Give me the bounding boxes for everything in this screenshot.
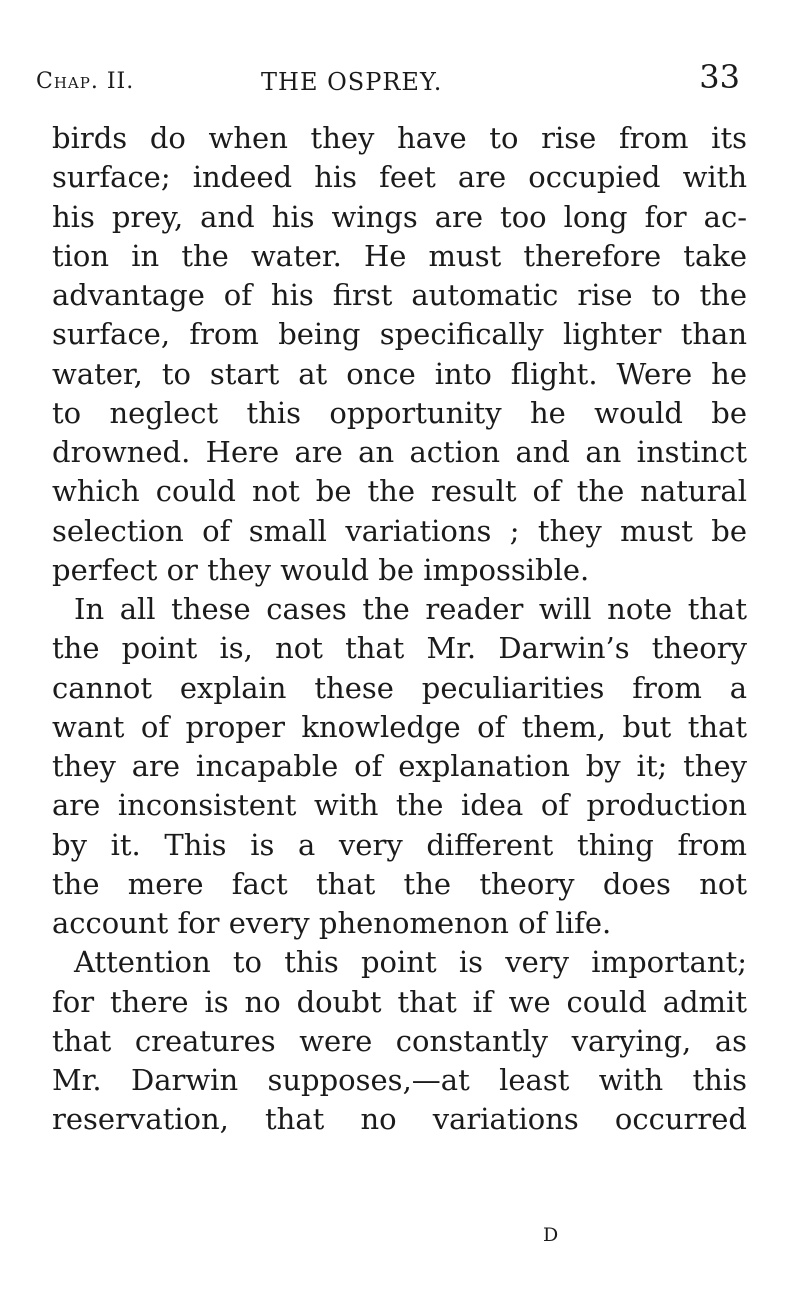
text-line: his prey, and his wings are too long for ac- xyxy=(52,199,747,234)
text-line: advantage of his first automatic rise to the xyxy=(52,278,747,312)
text-line: perfect or they would be impossible. xyxy=(52,552,590,587)
text-line: the mere fact that the theory does not xyxy=(52,866,747,901)
text-line: which could not be the result of the natural xyxy=(52,474,747,509)
text-line: want of proper knowledge of them, but that xyxy=(52,709,747,744)
chapter-label: Chap. II. xyxy=(36,69,135,94)
text-line: to neglect this opportunity he would be xyxy=(52,395,747,430)
text-line: are inconsistent with the idea of production xyxy=(52,788,747,823)
running-head xyxy=(36,60,740,100)
text-line: they are incapable of explanation by it; they xyxy=(52,749,747,783)
text-line: tion in the water. He must therefore take xyxy=(52,238,747,273)
text-line: reservation, that no variations occurred xyxy=(52,1102,747,1137)
text-line: account for every phenomenon of life. xyxy=(52,906,612,940)
text-line: that creatures were constantly varying, as xyxy=(52,1023,747,1058)
text-line: the point is, not that Mr. Darwin’s theory xyxy=(52,631,747,666)
text-line: surface, from being specifically lighter than xyxy=(52,317,747,352)
signature-mark: D xyxy=(543,1224,559,1246)
text-line: selection of small variations ; they must be xyxy=(52,513,747,548)
text-line: Attention to this point is very important; xyxy=(74,945,747,980)
page-number: 33 xyxy=(699,58,740,96)
running-title: THE OSPREY. xyxy=(261,68,443,96)
text-line: Mr. Darwin supposes,—at least with this xyxy=(52,1063,747,1097)
text-line: by it. This is a very different thing from xyxy=(52,827,747,862)
text-line: cannot explain these peculiarities from a xyxy=(52,670,747,705)
text-line: water, to start at once into flight. Were he xyxy=(52,356,747,391)
text-line: drowned. Here are an action and an instinct xyxy=(52,435,747,469)
text-line: In all these cases the reader will note that xyxy=(74,592,747,626)
text-line: surface; indeed his feet are occupied with xyxy=(52,160,747,195)
text-line: for there is no doubt that if we could admit xyxy=(52,984,747,1019)
text-line: birds do when they have to rise from its xyxy=(52,121,747,155)
body-text xyxy=(52,119,747,1140)
